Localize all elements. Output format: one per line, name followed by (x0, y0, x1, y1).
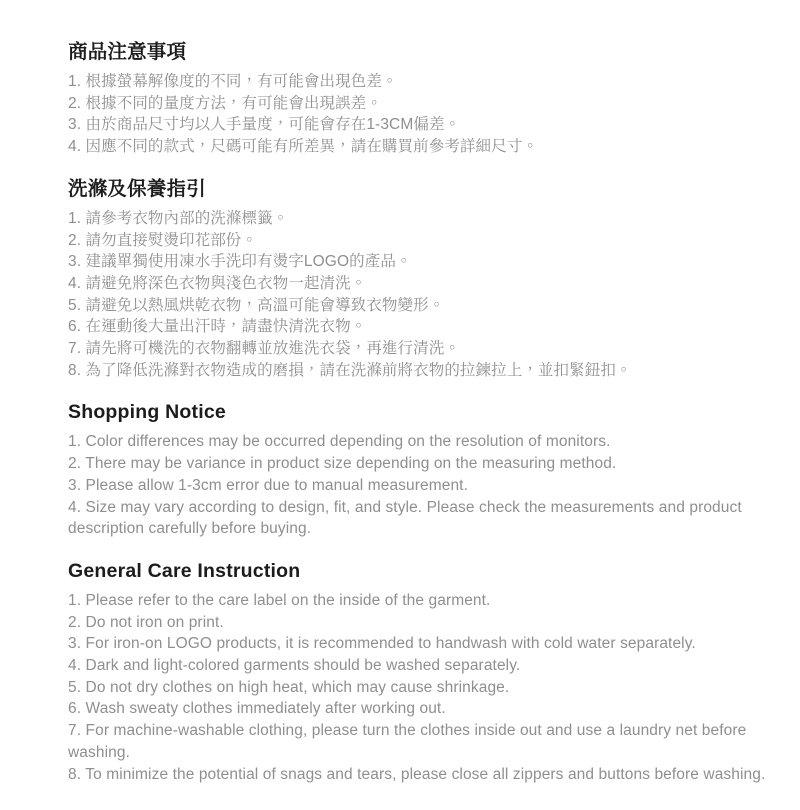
section-title-product-notes-zh: 商品注意事項 (68, 41, 187, 63)
notice-list (68, 71, 786, 158)
notice-item: 4. 請避免將深色衣物與淺色衣物一起清洗。 (68, 274, 367, 292)
notice-item: 2. 根據不同的量度方法，有可能會出現誤差。 (68, 94, 382, 112)
notice-item: 4. Dark and light-colored garments should be washed separately. (68, 657, 521, 675)
notice-item: 4. 因應不同的款式，尺碼可能有所差異，請在購買前參考詳細尺寸。 (68, 138, 538, 156)
notice-item: 2. There may be variance in product size depending on the measuring method. (68, 455, 617, 473)
section-product-notes-zh (68, 41, 786, 158)
notice-item: 6. Wash sweaty clothes immediately after working out. (68, 700, 446, 718)
notice-item: 7. 請先將可機洗的衣物翻轉並放進洗衣袋，再進行清洗。 (68, 340, 460, 358)
notice-item: 4. Size may vary according to design, fit, and style. Please check the measurements and product description carefully before buying. (68, 498, 742, 538)
notice-item: 2. 請勿直接熨燙印花部份。 (68, 231, 258, 249)
notice-item: 5. 請避免以熱風烘乾衣物，高溫可能會導致衣物變形。 (68, 296, 445, 314)
notice-item: 3. 由於商品尺寸均以人手量度，可能會存在1-3CM偏差。 (68, 116, 461, 134)
notice-item: 1. 請參考衣物內部的洗滌標籤。 (68, 209, 289, 227)
notice-item: 3. Please allow 1-3cm error due to manual measurement. (68, 476, 468, 494)
notice-item: 1. 根據螢幕解像度的不同，有可能會出現色差。 (68, 73, 398, 90)
notice-list (68, 431, 786, 540)
notice-item: 7. For machine-washable clothing, please turn the clothes inside out and use a laundry net before washing. (68, 722, 747, 761)
notice-item: 8. 為了降低洗滌對衣物造成的磨損，請在洗滌前將衣物的拉鍊拉上，並扣緊鈕扣。 (68, 361, 632, 379)
notice-item: 3. 建議單獨使用凍水手洗印有燙字LOGO的產品。 (68, 253, 412, 271)
section-title-shopping-notice-en: Shopping Notice (68, 401, 226, 424)
notice-item: 8. To minimize the potential of snags and tears, please close all zippers and buttons before washing. (68, 765, 766, 783)
notice-list (68, 590, 786, 785)
notice-item: 5. Do not dry clothes on high heat, which may cause shrinkage. (68, 678, 510, 696)
section-shopping-notice-en (68, 401, 786, 540)
notice-item: 1. Please refer to the care label on the inside of the garment. (68, 591, 491, 609)
section-title-general-care-en: General Care Instruction (68, 559, 301, 582)
notice-item: 3. For iron-on LOGO products, it is recommended to handwash with cold water separately. (68, 635, 696, 653)
section-general-care-en (68, 560, 786, 785)
notice-item: 2. Do not iron on print. (68, 613, 224, 631)
notice-item: 1. Color differences may be occurred depending on the resolution of monitors. (68, 433, 611, 451)
section-washing-care-zh (68, 178, 786, 382)
notice-item: 6. 在運動後大量出汗時，請盡快清洗衣物。 (68, 318, 367, 336)
section-title-washing-care-zh: 洗滌及保養指引 (68, 177, 206, 200)
notice-list (68, 208, 786, 382)
